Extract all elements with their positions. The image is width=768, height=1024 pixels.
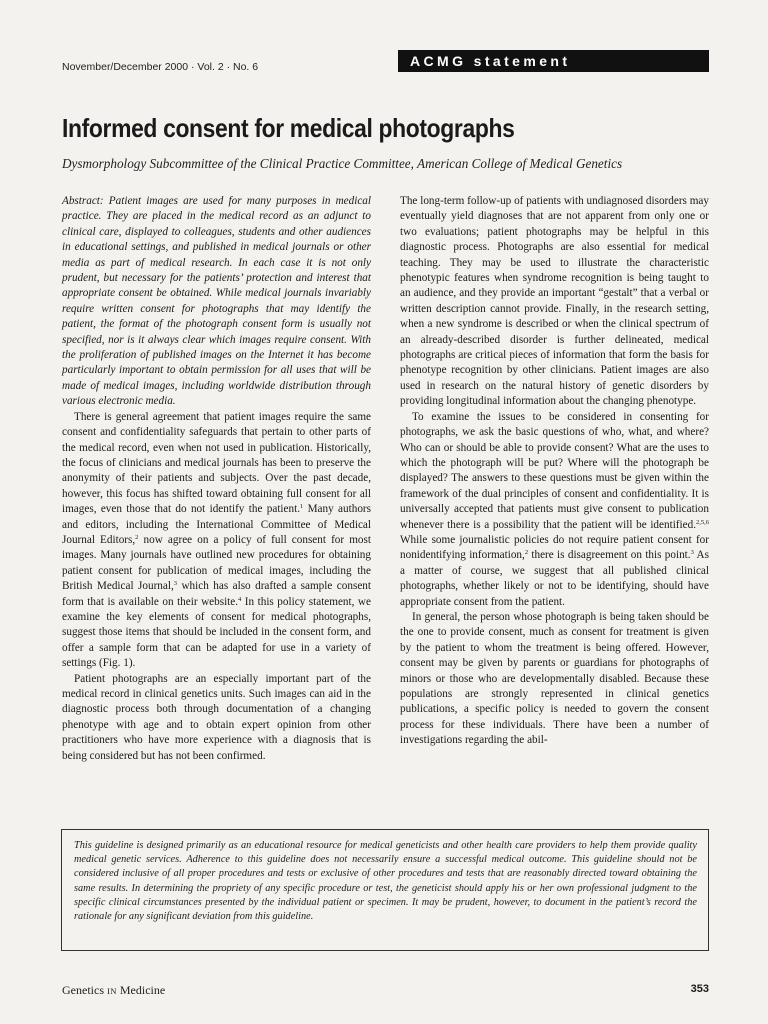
article-title: Informed consent for medical photographs	[62, 113, 515, 143]
reference-marker: 4	[238, 595, 242, 603]
reference-marker: 1	[300, 503, 304, 511]
body-paragraph: In general, the person whose photograph is being taken should be the one to provide consent, much as consent for treatment is given by the patient to whom the treatment is being offered. However, consent may be given by parents or guardians for photographs of minors or those who are developmentally disabled. Because these populations are strongly represented in clinical genetics publications, a specific policy is needed to govern the consent process for these individuals. There have been a number of investigations regarding the abil-	[400, 610, 709, 747]
reference-marker: 2,5,6	[696, 518, 709, 526]
left-column	[62, 194, 371, 764]
right-column	[400, 194, 709, 749]
guideline-disclaimer-box: This guideline is designed primarily as an educational resource for medical geneticists and other health care providers to help them provide quality medical genetic services. Adherence to this guideline does not necessarily ensure a successful medical outcome. This guideline should not be considered inclusive of all proper procedures and tests or exclusive of other procedures and tests that are reasonably directed toward obtaining the same results. In determining the propriety of any specific procedure or test, the geneticist should apply his or her own professional judgment to the specific clinical circumstances presented by the individual patient or specimen. It may be prudent, however, to document in the patient’s record the rationale for any significant deviation from this guideline.	[61, 829, 709, 951]
article-byline: Dysmorphology Subcommittee of the Clinical Practice Committee, American College of Medical Genetics	[62, 156, 623, 171]
page-number: 353	[690, 983, 709, 995]
body-paragraph: There is general agreement that patient images require the same consent and confidentiality safeguards that pertain to other parts of the medical record, even when not used in publication. Historically, the focus of clinicians and medical journals has been to preserve the anonymity of their patients and subjects. Over the past decade, however, this focus has shifted toward obtaining full consent for all images, even those that do not identify the patient.$^1$ Many authors and editors, including the International Committee of Medical Journal Editors,$^2$ now agree on a policy of full consent for most images. Many journals have outlined new procedures for obtaining patient consent for publication of medical images, including the British Medical Journal,$^3$ which has also drafted a sample consent form that is available on their website.$^4$ In this policy statement, we examine the key elements of consent for medical photographs, suggest those items that should be included in the consent form, and offer a sample form that can be adapted for use in a variety of settings (Fig. 1).	[62, 410, 371, 670]
reference-marker: 3	[690, 549, 694, 557]
journal-name: Genetics IN Medicine	[62, 983, 166, 997]
section-tag: ACMG statement	[398, 50, 709, 72]
body-paragraph: The long-term follow-up of patients with undiagnosed disorders may eventually yield diagnoses that are not apparent from only one or two evaluations; patient photographs may be helpful in this diagnostic process. Photographs are also essential for medical teaching. They may be used to illustrate the characteristic phenotypic features when syndrome recognition is being taught to an audience, and they provide an important “gestalt” that a verbal or written description cannot provide. Finally, in the research setting, when a new syndrome is described or when the clinical spectrum of an already-described disorder is further delineated, medical photographs are critical pieces of information that form the basis for phenotype recognition by other clinicians. Patient images are also used in research on the natural history of genetic disorders by providing longitudinal information about the changing phenotype.	[400, 195, 709, 408]
issue-info: November/December 2000 · Vol. 2 · No. 6	[62, 61, 259, 73]
reference-marker: 3	[173, 580, 178, 588]
body-paragraph: To examine the issues to be considered in consenting for photographs, we ask the basic questions of who, what, and where? Who can or should be able to provide consent? What are the uses to which the photograph will be put? Where will the photograph be displayed? The answers to these questions must be given within the framework of the dual principles of consent and confidentiality. It is universally accepted that patients must give consent to publication whenever there is a possibility that the patient will be identified.$^{2,5,6}$ While some journalistic policies do not require patient consent for nonidentifying information,$^2$ there is disagreement on this point.$^3$ As a matter of course, we suggest that all published clinical photographs, whether likely or not to be identifying, should have appropriate consent from the patient.	[400, 410, 709, 608]
reference-marker: 2	[524, 549, 529, 557]
abstract-paragraph: Abstract: Patient images are used for many purposes in medical practice. They are placed in the medical record as an adjunct to clinical care, displayed to colleagues, students and other audiences in educational settings, and published in medical journals or other media as part of medical research. In each case it is not only prudent, but necessary for the patients’ protection and interest that appropriate consent be obtained. While medical journals invariably require written consent for photographs that may identify the patient, the format of the photograph consent form is usually not specified, nor is it always clear which images require consent. With the proliferation of published images on the Internet it has become particularly important to obtain permission for all uses that will be made of medical images, including worldwide distribution through various electronic media.	[62, 195, 371, 408]
reference-marker: 2	[135, 533, 139, 541]
body-paragraph: Patient photographs are an especially important part of the medical record in clinical genetics units. Such images can aid in the diagnostic process both through documentation of a changing phenotype with age and to obtain expert opinion from other practitioners who have more experience with a diagnosis that is being considered but has not been confirmed.	[62, 672, 371, 762]
